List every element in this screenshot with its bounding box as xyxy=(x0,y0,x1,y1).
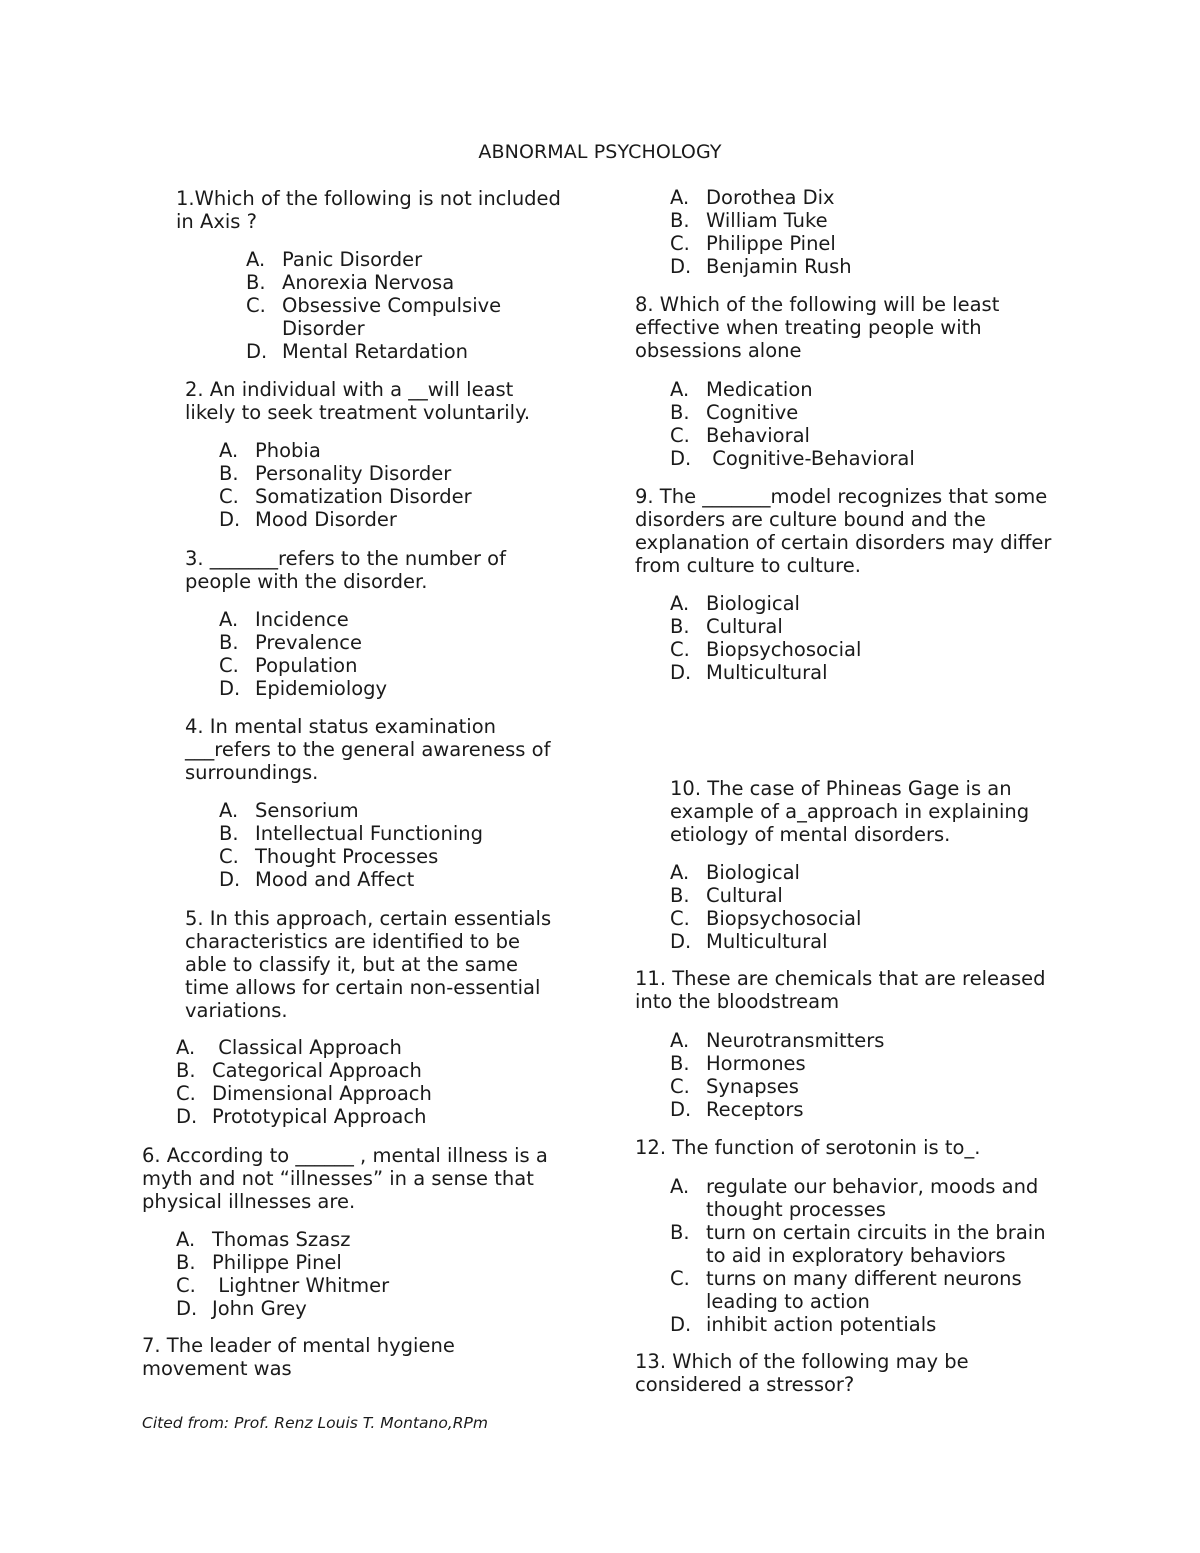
option-text: Intellectual Functioning xyxy=(255,822,483,845)
answer-option xyxy=(176,1059,506,1082)
option-text: Categorical Approach xyxy=(212,1059,422,1082)
option-letter: B. xyxy=(219,822,239,845)
option-text: William Tuke xyxy=(706,209,828,232)
answer-option xyxy=(670,209,1000,232)
option-letter: C. xyxy=(670,638,690,661)
answer-option xyxy=(219,608,549,631)
question-8-options xyxy=(670,378,1000,470)
question-12-options xyxy=(670,1175,1060,1336)
question-2: 2. An individual with a __will least likely to seek treatment voluntarily. xyxy=(185,378,531,424)
question-12: 12. The function of serotonin is to_. xyxy=(635,1136,981,1159)
answer-option xyxy=(670,447,1000,470)
answer-option xyxy=(670,232,1000,255)
option-letter: A. xyxy=(670,861,690,884)
answer-option xyxy=(670,861,1000,884)
option-text: Thought Processes xyxy=(255,845,439,868)
answer-option xyxy=(670,661,1000,684)
answer-option xyxy=(219,485,549,508)
option-letter: C. xyxy=(246,294,266,317)
question-6: 6. According to ______ , mental illness is a myth and not “illnesses” in a sense that physical illnesses are. xyxy=(142,1144,548,1213)
question-10: 10. The case of Phineas Gage is an example of a_approach in explaining etiology of mental disorders. xyxy=(670,777,1030,846)
answer-option xyxy=(670,1313,1060,1336)
option-letter: D. xyxy=(670,255,692,278)
answer-option xyxy=(670,1052,1000,1075)
answer-option xyxy=(219,508,549,531)
answer-option xyxy=(670,424,1000,447)
option-letter: A. xyxy=(176,1228,196,1251)
question-2-options xyxy=(219,439,549,531)
option-text: Personality Disorder xyxy=(255,462,452,485)
option-letter: C. xyxy=(176,1082,196,1105)
option-letter: B. xyxy=(176,1251,196,1274)
answer-option xyxy=(219,439,549,462)
option-text: Dimensional Approach xyxy=(212,1082,432,1105)
question-7: 7. The leader of mental hygiene movement was xyxy=(142,1334,455,1380)
option-letter: C. xyxy=(219,485,239,508)
option-letter: A. xyxy=(219,799,239,822)
option-letter: A. xyxy=(670,592,690,615)
option-text: Dorothea Dix xyxy=(706,186,835,209)
option-letter: A. xyxy=(670,186,690,209)
question-8: 8. Which of the following will be least effective when treating people with obsessions alone xyxy=(635,293,1000,362)
question-4: 4. In mental status examination ___refers to the general awareness of surroundings. xyxy=(185,715,551,784)
option-letter: A. xyxy=(219,608,239,631)
option-letter: C. xyxy=(670,232,690,255)
answer-option xyxy=(670,255,1000,278)
answer-option xyxy=(670,378,1000,401)
answer-option xyxy=(176,1228,506,1251)
question-1: 1.Which of the following is not included in Axis ? xyxy=(176,187,561,233)
option-text: Epidemiology xyxy=(255,677,388,700)
answer-option xyxy=(219,677,549,700)
answer-option xyxy=(670,930,1000,953)
option-text: Classical Approach xyxy=(212,1036,402,1059)
option-text: Biopsychosocial xyxy=(706,638,862,661)
option-text: Neurotransmitters xyxy=(706,1029,885,1052)
option-letter: C. xyxy=(670,1075,690,1098)
option-text: Mood Disorder xyxy=(255,508,397,531)
question-4-options xyxy=(219,799,549,891)
answer-option xyxy=(219,868,549,891)
answer-option xyxy=(670,907,1000,930)
option-letter: B. xyxy=(670,1052,690,1075)
answer-option xyxy=(176,1036,506,1059)
answer-option xyxy=(670,615,1000,638)
option-text: Cognitive-Behavioral xyxy=(706,447,915,470)
option-letter: A. xyxy=(219,439,239,462)
option-text: Receptors xyxy=(706,1098,804,1121)
option-text: Synapses xyxy=(706,1075,799,1098)
document-title: ABNORMAL PSYCHOLOGY xyxy=(478,141,722,163)
option-letter: C. xyxy=(670,424,690,447)
answer-option xyxy=(246,294,536,340)
option-text: Incidence xyxy=(255,608,349,631)
question-13: 13. Which of the following may be considered a stressor? xyxy=(635,1350,969,1396)
answer-option xyxy=(176,1297,506,1320)
question-1-options xyxy=(246,248,536,363)
answer-option xyxy=(219,822,549,845)
option-letter: A. xyxy=(176,1036,196,1059)
answer-option xyxy=(176,1274,506,1297)
option-letter: A. xyxy=(246,248,266,271)
option-letter: D. xyxy=(219,677,241,700)
option-text: Multicultural xyxy=(706,930,828,953)
answer-option xyxy=(246,271,536,294)
option-text: Benjamin Rush xyxy=(706,255,852,278)
option-text: Panic Disorder xyxy=(282,248,423,271)
option-text: regulate our behavior, moods and thought processes xyxy=(706,1175,1045,1221)
question-9: 9. The _______model recognizes that some disorders are culture bound and the explanation of certain disorders may differ from culture to culture. xyxy=(635,485,1052,577)
answer-option xyxy=(219,654,549,677)
option-letter: C. xyxy=(670,1267,690,1290)
option-letter: D. xyxy=(246,340,268,363)
option-letter: B. xyxy=(670,401,690,424)
option-letter: D. xyxy=(176,1297,198,1320)
option-text: Biological xyxy=(706,861,800,884)
question-11-options xyxy=(670,1029,1000,1121)
answer-option xyxy=(670,592,1000,615)
option-text: Mental Retardation xyxy=(282,340,469,363)
answer-option xyxy=(670,638,1000,661)
question-7-options xyxy=(670,186,1000,278)
answer-option xyxy=(246,340,536,363)
option-text: Prevalence xyxy=(255,631,362,654)
option-letter: C. xyxy=(219,654,239,677)
option-text: Thomas Szasz xyxy=(212,1228,351,1251)
option-text: Obsessive Compulsive Disorder xyxy=(282,294,508,340)
answer-option xyxy=(219,462,549,485)
option-letter: A. xyxy=(670,1175,690,1198)
option-text: Prototypical Approach xyxy=(212,1105,427,1128)
option-letter: D. xyxy=(670,1098,692,1121)
question-5-options xyxy=(176,1036,506,1128)
answer-option xyxy=(670,1029,1000,1052)
answer-option xyxy=(670,1175,1060,1221)
answer-option xyxy=(670,401,1000,424)
option-letter: A. xyxy=(670,378,690,401)
option-text: Biopsychosocial xyxy=(706,907,862,930)
option-text: Sensorium xyxy=(255,799,359,822)
option-letter: B. xyxy=(176,1059,196,1082)
question-6-options xyxy=(176,1228,506,1320)
option-text: Multicultural xyxy=(706,661,828,684)
question-5: 5. In this approach, certain essentials characteristics are identified to be able to classify it, but at the same time allows for certain non-essential variations. xyxy=(185,907,552,1022)
option-text: Behavioral xyxy=(706,424,810,447)
option-text: Phobia xyxy=(255,439,321,462)
option-text: John Grey xyxy=(212,1297,307,1320)
option-letter: C. xyxy=(219,845,239,868)
option-text: Medication xyxy=(706,378,813,401)
question-11: 11. These are chemicals that are released into the bloodstream xyxy=(635,967,1046,1013)
citation-footer: Cited from: Prof. Renz Louis T. Montano,RPm xyxy=(142,1414,488,1432)
answer-option xyxy=(670,1267,1060,1313)
option-text: Philippe Pinel xyxy=(706,232,836,255)
option-letter: D. xyxy=(670,930,692,953)
option-letter: D. xyxy=(219,868,241,891)
question-3-options xyxy=(219,608,549,700)
question-9-options xyxy=(670,592,1000,684)
answer-option xyxy=(670,884,1000,907)
answer-option xyxy=(670,1221,1060,1267)
option-letter: B. xyxy=(670,1221,690,1244)
option-text: Hormones xyxy=(706,1052,806,1075)
option-letter: D. xyxy=(670,1313,692,1336)
option-letter: B. xyxy=(670,615,690,638)
option-letter: B. xyxy=(670,209,690,232)
option-letter: D. xyxy=(670,447,692,470)
option-text: Somatization Disorder xyxy=(255,485,472,508)
option-letter: D. xyxy=(219,508,241,531)
question-10-options xyxy=(670,861,1000,953)
answer-option xyxy=(670,1075,1000,1098)
option-text: Lightner Whitmer xyxy=(212,1274,390,1297)
option-text: Biological xyxy=(706,592,800,615)
answer-option xyxy=(670,186,1000,209)
answer-option xyxy=(219,631,549,654)
option-letter: C. xyxy=(670,907,690,930)
option-text: Philippe Pinel xyxy=(212,1251,342,1274)
option-text: Cognitive xyxy=(706,401,799,424)
option-letter: B. xyxy=(670,884,690,907)
option-letter: D. xyxy=(670,661,692,684)
answer-option xyxy=(219,845,549,868)
option-text: Mood and Affect xyxy=(255,868,415,891)
option-text: Anorexia Nervosa xyxy=(282,271,455,294)
option-text: Cultural xyxy=(706,615,783,638)
question-3: 3. _______refers to the number of people with the disorder. xyxy=(185,547,506,593)
answer-option xyxy=(176,1082,506,1105)
option-letter: D. xyxy=(176,1105,198,1128)
option-letter: B. xyxy=(246,271,266,294)
answer-option xyxy=(176,1105,506,1128)
option-letter: B. xyxy=(219,462,239,485)
option-letter: C. xyxy=(176,1274,196,1297)
answer-option xyxy=(246,248,536,271)
option-letter: A. xyxy=(670,1029,690,1052)
option-text: turns on many different neurons leading to action xyxy=(706,1267,1028,1313)
option-text: inhibit action potentials xyxy=(706,1313,937,1336)
answer-option xyxy=(670,1098,1000,1121)
option-text: Population xyxy=(255,654,358,677)
answer-option xyxy=(219,799,549,822)
option-text: turn on certain circuits in the brain to aid in exploratory behaviors xyxy=(706,1221,1052,1267)
answer-option xyxy=(176,1251,506,1274)
option-text: Cultural xyxy=(706,884,783,907)
option-letter: B. xyxy=(219,631,239,654)
